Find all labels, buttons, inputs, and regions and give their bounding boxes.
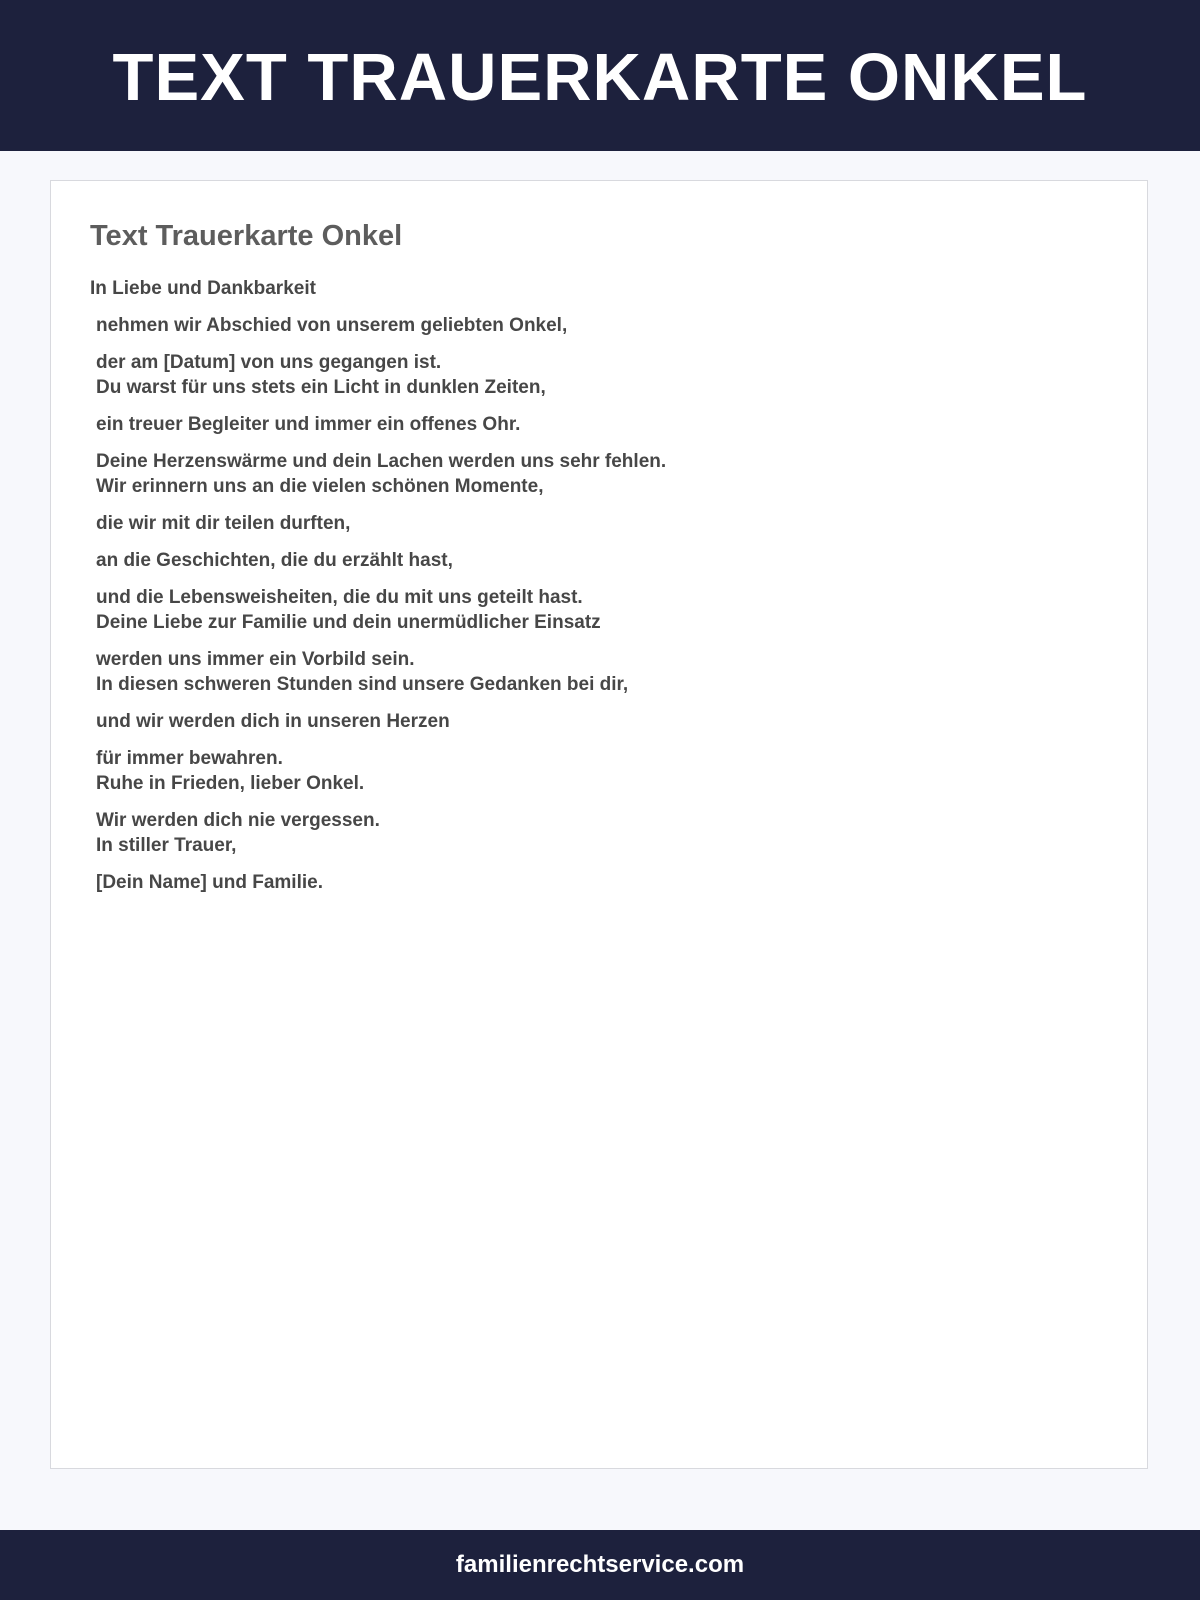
text-paragraph (96, 870, 1090, 895)
text-line: der am [Datum] von uns gegangen ist. (96, 352, 442, 373)
text-line: Deine Liebe zur Familie und dein unermüdlicher Einsatz (96, 612, 601, 633)
text-line: an die Geschichten, die du erzählt hast, (96, 550, 453, 571)
text-line: Wir erinnern uns an die vielen schönen Momente, (96, 476, 544, 497)
text-line: ein treuer Begleiter und immer ein offenes Ohr. (96, 414, 521, 435)
text-line: Deine Herzenswärme und dein Lachen werden uns sehr fehlen. (96, 451, 667, 472)
footer-site-name: familienrechtservice.com (455, 1551, 745, 1578)
text-line: und wir werden dich in unseren Herzen (96, 711, 450, 732)
text-line: nehmen wir Abschied von unserem geliebten Onkel, (96, 315, 568, 336)
text-paragraph (96, 449, 1090, 499)
text-paragraph (96, 350, 1090, 400)
text-line: für immer bewahren. (96, 748, 283, 769)
text-line: Ruhe in Frieden, lieber Onkel. (96, 773, 365, 794)
content-card (50, 180, 1148, 1469)
text-line: werden uns immer ein Vorbild sein. (96, 649, 415, 670)
page-header (0, 0, 1200, 151)
text-paragraph (96, 511, 1090, 536)
text-line: In diesen schweren Stunden sind unsere Gedanken bei dir, (96, 674, 629, 695)
text-line: [Dein Name] und Familie. (96, 872, 323, 893)
card-title: Text Trauerkarte Onkel (90, 220, 403, 252)
text-paragraph (96, 808, 1090, 858)
intro-line: In Liebe und Dankbarkeit (90, 278, 316, 299)
text-line: Du warst für uns stets ein Licht in dunklen Zeiten, (96, 377, 546, 398)
card-body (90, 276, 1090, 907)
page-footer (0, 1530, 1200, 1600)
text-paragraph (96, 709, 1090, 734)
text-paragraph (96, 746, 1090, 796)
paragraph-list (90, 313, 1090, 895)
text-line: In stiller Trauer, (96, 835, 237, 856)
text-line: Wir werden dich nie vergessen. (96, 810, 380, 831)
text-line: die wir mit dir teilen durften, (96, 513, 351, 534)
text-line: und die Lebensweisheiten, die du mit uns geteilt hast. (96, 587, 583, 608)
text-paragraph (96, 313, 1090, 338)
text-paragraph (96, 585, 1090, 635)
text-paragraph (96, 647, 1090, 697)
header-title: TEXT TRAUERKARTE ONKEL (112, 39, 1088, 115)
text-paragraph (96, 548, 1090, 573)
text-paragraph (96, 412, 1090, 437)
